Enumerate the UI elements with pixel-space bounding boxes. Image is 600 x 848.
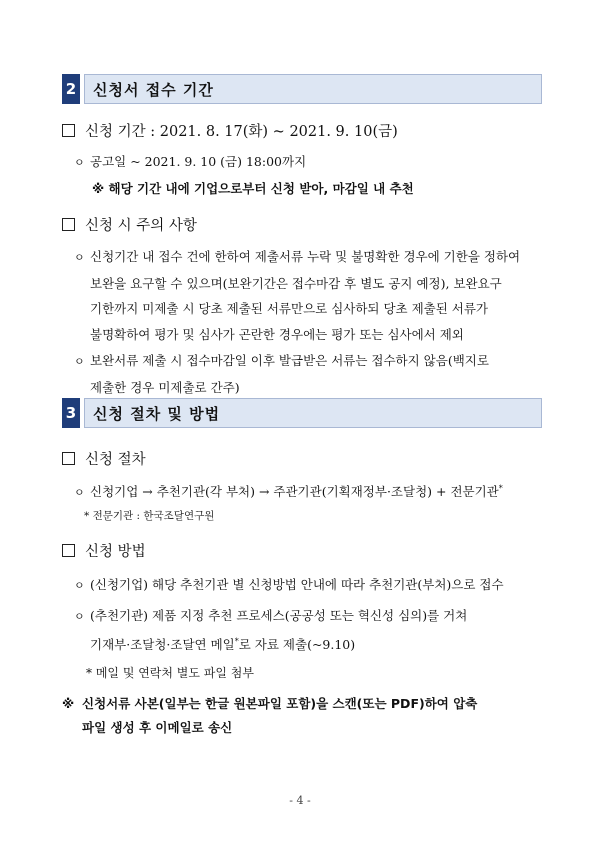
circle-bullet-icon: ㅇ	[74, 486, 85, 499]
scan-note-mark: ※	[62, 696, 75, 711]
method-item-2: ㅇ (추천기관) 제품 지정 추천 프로세스(공공성 또는 혁신성 심의)를 거쳐 기재부·조달청·조달연 메일*로 자료 제출(~9.10)	[74, 603, 467, 657]
method-heading: 신청 방법	[62, 540, 146, 561]
procedure-heading: 신청 절차	[62, 448, 146, 469]
announcement-line: ㅇ 공고일 ~ 2021. 9. 10 (금) 18:00까지	[74, 154, 307, 169]
section-3-number: 3	[62, 398, 80, 428]
section-3-header	[62, 398, 542, 428]
section-3-title: 신청 절차 및 방법	[84, 398, 542, 428]
recommend-deadline-note: ※ 해당 기간 내에 기업으로부터 신청 받아, 마감일 내 추천	[92, 181, 414, 196]
section-2-title: 신청서 접수 기간	[84, 74, 542, 104]
method-item-1: ㅇ (신청기업) 해당 추천기관 별 신청방법 안내에 따라 추천기관(부처)으로 접수	[74, 577, 504, 592]
caution-heading: 신청 시 주의 사항	[62, 214, 197, 235]
application-period-line: 신청 기간 : 2021. 8. 17(화) ~ 2021. 9. 10(금)	[62, 120, 398, 141]
circle-bullet-icon: ㅇ	[74, 579, 85, 592]
page-number: - 4 -	[289, 794, 311, 807]
method-note: * 메일 및 연락처 별도 파일 첨부	[86, 666, 254, 680]
square-bullet-icon	[62, 544, 75, 557]
circle-bullet-icon: ㅇ	[74, 355, 85, 368]
procedure-note: * 전문기관 : 한국조달연구원	[84, 510, 215, 522]
circle-bullet-icon: ㅇ	[74, 251, 85, 264]
circle-bullet-icon: ㅇ	[74, 156, 85, 169]
circle-bullet-icon: ㅇ	[74, 610, 85, 623]
section-2-number: 2	[62, 74, 80, 104]
caution-item-2: ㅇ 보완서류 제출 시 접수마감일 이후 발급받은 서류는 접수하지 않음(백지로 제출한 경우 미제출로 간주)	[74, 348, 489, 400]
square-bullet-icon	[62, 218, 75, 231]
section-2-header	[62, 74, 542, 104]
square-bullet-icon	[62, 452, 75, 465]
scan-submission-note: 신청서류 사본(일부는 한글 원본파일 포함)을 스캔(또는 PDF)하여 압축 파일 생성 후 이메일로 송신	[82, 696, 478, 735]
square-bullet-icon	[62, 124, 75, 137]
procedure-line: ㅇ 신청기업 → 추천기관(각 부처) → 주관기관(기획재정부·조달청) + 전문기관*	[74, 483, 503, 499]
caution-item-1: ㅇ 신청기간 내 접수 건에 한하여 제출서류 누락 및 불명확한 경우에 기한을 정하여 보완을 요구할 수 있으며(보완기간은 접수마감 후 별도 공지 예정), 보완요구 기한까지 미제출 시 당초 제출된 서류만으로 심사하되 당초 제출된 서류가 불명확하여 평가 및 심사가 곤란한 경우에는 평가 또는 심사에서 제외	[74, 244, 520, 347]
